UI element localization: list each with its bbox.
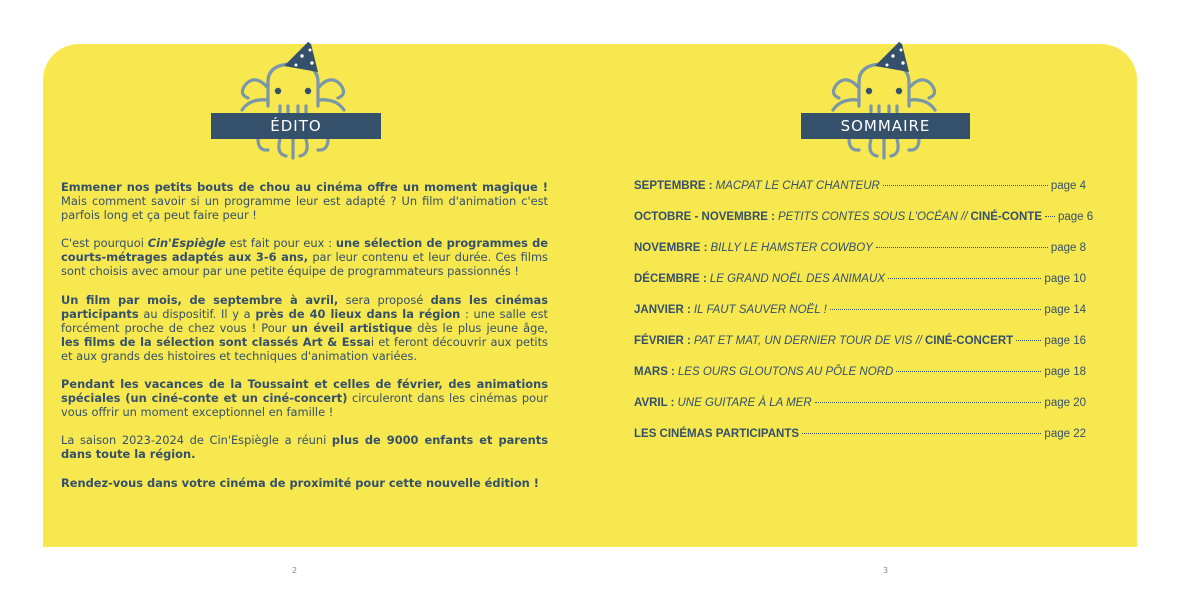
- toc-month: OCTOBRE - NOVEMBRE :: [634, 211, 775, 223]
- edito-text-run: Mais comment savoir si un programme leur est adapté ? Un film d'animation c'est parfois long et ça peut faire peur !: [61, 194, 548, 223]
- toc-page-number: page 14: [1044, 304, 1086, 316]
- toc-leader-dots: [896, 371, 1041, 372]
- page-number-left: 2: [292, 566, 298, 575]
- toc-entry[interactable]: [634, 335, 1086, 366]
- toc-title: PAT ET MAT, UN DERNIER TOUR DE VIS //: [693, 335, 922, 347]
- edito-text-run: Emmener nos petits bouts de chou au cinéma offre un moment magique !: [61, 180, 548, 194]
- toc-leader-dots: [1045, 216, 1055, 217]
- edito-text-run: un éveil artistique: [291, 320, 413, 335]
- toc-leader-dots: [876, 247, 1048, 248]
- toc-title: IL FAUT SAUVER NOËL !: [693, 304, 827, 316]
- toc-page-number: page 20: [1044, 397, 1086, 409]
- toc-title: LE GRAND NOËL DES ANIMAUX: [709, 273, 885, 285]
- sommaire-heading: SOMMAIRE: [801, 113, 970, 139]
- toc-entry[interactable]: [634, 428, 1086, 459]
- edito-heading: ÉDITO: [211, 113, 381, 139]
- toc-month: FÉVRIER :: [634, 335, 691, 347]
- edito-text-run: i et feront découvrir aux petits et aux grands des histoires et techniques d'animation variées.: [61, 334, 548, 363]
- toc-entry[interactable]: [634, 304, 1086, 335]
- toc-entry[interactable]: [634, 366, 1086, 397]
- toc-page-number: page 10: [1044, 273, 1086, 285]
- edito-text-run: une sélection de programmes de courts-métrages adaptés aux 3-6 ans,: [61, 236, 548, 265]
- edito-paragraph: [61, 433, 548, 461]
- toc-entry[interactable]: [634, 180, 1086, 211]
- toc-entry[interactable]: [634, 273, 1086, 304]
- toc-event-type: CINÉ-CONCERT: [925, 335, 1014, 347]
- edito-paragraph: [61, 377, 548, 419]
- edito-text-run: près de 40 lieux dans la région: [255, 306, 461, 321]
- toc-leader-dots: [883, 185, 1048, 186]
- toc-entry[interactable]: [634, 211, 1094, 242]
- toc-leader-dots: [815, 402, 1042, 403]
- toc-leader-dots: [830, 309, 1042, 310]
- toc-leader-dots: [888, 278, 1041, 279]
- page-number-right: 3: [883, 566, 889, 575]
- edito-text-run: plus de 9000 enfants et parents dans toute la région.: [61, 433, 548, 462]
- edito-text-run: au dispositif. Il y a: [138, 306, 256, 321]
- edito-text-run: Pendant les vacances de la Toussaint et celles de février, des animations spéciales (un ciné-conte et un ciné-concert): [61, 377, 548, 406]
- toc-month: DÉCEMBRE :: [634, 273, 707, 285]
- edito-text-run: dès le plus jeune âge,: [412, 320, 548, 335]
- toc-title: BILLY LE HAMSTER COWBOY: [710, 242, 873, 254]
- edito-text-run: La saison 2023-2024 de Cin'Espiègle a réuni: [61, 433, 332, 448]
- edito-text-run: C'est pourquoi: [61, 236, 148, 251]
- toc-page-number: page 16: [1044, 335, 1086, 347]
- edito-text-run: dans les cinémas participants: [61, 292, 548, 321]
- toc-month: MARS :: [634, 366, 675, 378]
- edito-paragraph: [61, 476, 548, 490]
- toc-title: UNE GUITARE À LA MER: [677, 397, 812, 409]
- edito-text-run: est fait pour eux :: [225, 236, 336, 251]
- toc-month: LES CINÉMAS PARTICIPANTS: [634, 428, 800, 440]
- toc-entry[interactable]: [634, 242, 1086, 273]
- toc-month: AVRIL :: [634, 397, 675, 409]
- edito-text-run: sera proposé: [338, 292, 431, 307]
- toc-event-type: CINÉ-CONTE: [970, 211, 1042, 223]
- toc-page-number: page 4: [1050, 180, 1086, 192]
- toc-page-number: page 8: [1050, 242, 1086, 254]
- edito-paragraph: [61, 293, 548, 363]
- edito-text-run: circuleront dans les cinémas pour vous offrir un moment exceptionnel en famille !: [61, 391, 548, 420]
- octopus-party-hat-icon: [819, 36, 949, 160]
- octopus-party-hat-icon: [228, 36, 358, 160]
- edito-paragraph: [61, 180, 548, 222]
- edito-text-run: par leur contenu et leur durée. Ces films sont choisis avec amour par une petite équipe de programmateurs passionnés !: [61, 250, 548, 279]
- toc-leader-dots: [802, 433, 1041, 434]
- edito-text-run: les films de la sélection sont classés Art & Essa: [61, 334, 371, 349]
- toc-page-number: page 22: [1044, 428, 1086, 440]
- toc-page-number: page 6: [1058, 211, 1094, 223]
- edito-text-run: Un film par mois, de septembre à avril,: [61, 292, 339, 307]
- toc-title: PETITS CONTES SOUS L'OCÉAN //: [778, 211, 968, 223]
- toc-title: LES OURS GLOUTONS AU PÔLE NORD: [677, 366, 894, 378]
- toc-month: NOVEMBRE :: [634, 242, 708, 254]
- toc-month: JANVIER :: [634, 304, 691, 316]
- toc-month: SEPTEMBRE :: [634, 180, 713, 192]
- toc-leader-dots: [1016, 340, 1041, 341]
- toc-page-number: page 18: [1044, 366, 1086, 378]
- toc-entry[interactable]: [634, 397, 1086, 428]
- edito-text-run: Cin'Espiègle: [147, 236, 226, 251]
- edito-body: [61, 180, 548, 504]
- table-of-contents: [634, 180, 1094, 459]
- edito-text-run: Rendez-vous dans votre cinéma de proximité pour cette nouvelle édition !: [61, 475, 539, 490]
- edito-paragraph: [61, 236, 548, 278]
- toc-title: MACPAT LE CHAT CHANTEUR: [715, 180, 880, 192]
- edito-text-run: : une salle est forcément proche de chez vous ! Pour: [61, 306, 549, 335]
